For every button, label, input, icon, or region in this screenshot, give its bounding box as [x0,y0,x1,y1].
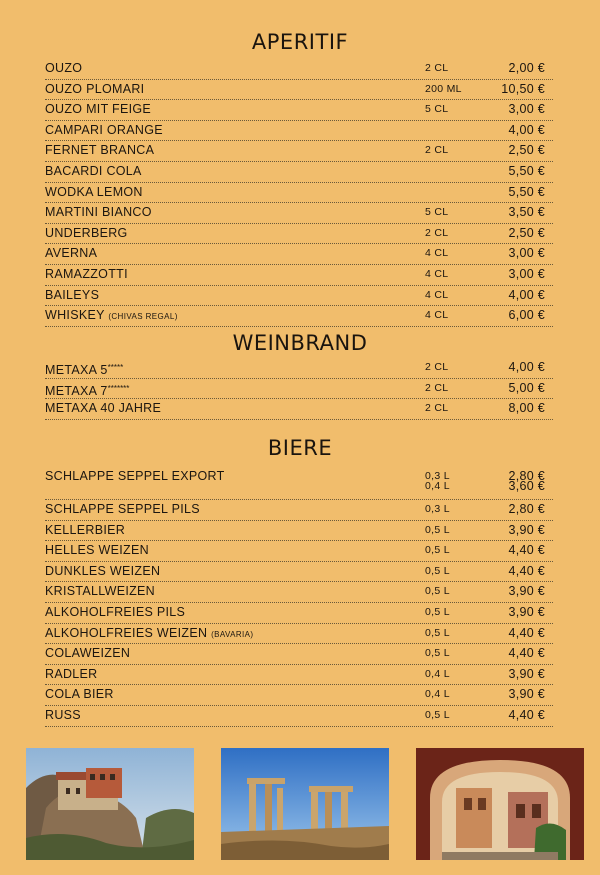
item-name [45,80,144,99]
item-name-text: SCHLAPPE SEPPEL PILS [45,502,200,516]
biere-list [45,467,553,727]
section-title-weinbrand: WEINBRAND [232,331,368,355]
item-size: 0,4 L [425,667,450,680]
item-note: (CHIVAS REGAL) [108,312,178,322]
menu-item [45,500,553,521]
menu-item [45,358,553,379]
item-price: 3,00 € [508,102,545,117]
menu-item [45,306,553,327]
item-price: 4,40 € [508,543,545,558]
photo-monastery [26,748,194,860]
item-size: 0,5 L [425,647,450,660]
item-price: 3,90 € [508,687,545,702]
item-name-text: METAXA 5 [45,363,108,377]
item-name [45,100,151,119]
menu-item [45,562,553,583]
item-name-text: METAXA 7 [45,383,108,398]
item-name-text: DUNKLES WEIZEN [45,563,161,578]
item-name-text: KELLERBIER [45,522,126,537]
item-name [45,521,125,540]
item-name [45,379,129,401]
menu-item [45,624,553,645]
item-price: 3,90 € [508,604,545,619]
menu-item [45,521,553,542]
item-price: 4,00 € [508,360,545,374]
item-name-text: RADLER [45,666,98,681]
menu-item [45,183,553,204]
item-size: 0,5 L [425,585,450,598]
menu-item [45,644,553,665]
item-price-2: 3,60 € [508,479,545,493]
item-name [45,358,123,380]
item-price: 3,90 € [508,584,545,599]
item-size-2: 0,4 L [425,480,450,492]
photo-columns [221,748,389,860]
menu-item [45,100,553,121]
item-price: 10,50 € [501,81,545,96]
photo-archway [416,748,584,860]
item-size: 200 ML [425,82,462,95]
item-size: 2 CL [425,226,449,239]
menu-item [45,162,553,183]
item-name-text: ALKOHOLFREIES PILS [45,604,186,619]
item-name-text: COLA BIER [45,687,114,702]
item-name [45,244,97,263]
item-price: 3,90 € [508,666,545,681]
menu-item [45,224,553,245]
item-name [45,562,160,581]
item-note: (BAVARIA) [211,629,254,639]
item-name [45,121,163,140]
menu-item [45,379,553,400]
item-size: 0,5 L [425,523,450,536]
archway-illustration [416,748,584,860]
item-name-text: OUZO PLOMARI [45,81,145,96]
item-size: 0,4 L [425,688,450,701]
item-name [45,59,82,78]
item-size: 4 CL [425,288,449,301]
item-size: 0,5 L [425,626,450,639]
item-name-text: BACARDI COLA [45,163,142,178]
menu-item [45,541,553,562]
item-name [45,582,155,601]
item-name [45,162,142,181]
menu-item [45,59,553,80]
columns-illustration [221,748,389,860]
item-name [45,183,143,202]
item-stars: ***** [107,363,124,372]
item-price: 6,00 € [508,308,545,323]
monastery-illustration [26,748,194,860]
menu-item [45,706,553,727]
item-price: 3,50 € [508,205,545,220]
item-size: 4 CL [425,247,449,260]
item-name [45,203,152,222]
item-size: 5 CL [425,206,449,219]
item-price: 2,50 € [508,143,545,158]
item-size: 2 CL [425,381,449,394]
item-size: 4 CL [425,309,449,322]
item-name-text: FERNET BRANCA [45,143,155,158]
item-size: 2 CL [425,402,449,415]
item-name-text: SCHLAPPE SEPPEL EXPORT [45,469,225,483]
item-price: 4,40 € [508,563,545,578]
item-name-text: WHISKEY [45,308,105,323]
item-price: 4,40 € [508,625,545,640]
item-name-text: METAXA 40 JAHRE [45,401,162,416]
item-price: 5,00 € [508,380,545,395]
item-name [45,399,161,418]
item-size: 5 CL [425,103,449,116]
item-price: 4,40 € [508,707,545,722]
menu-item [45,582,553,603]
item-size: 4 CL [425,267,449,280]
item-size: 0,5 L [425,605,450,618]
item-price: 5,50 € [508,163,545,178]
item-price: 2,00 € [508,61,545,75]
item-size: 2 CL [425,361,449,373]
menu-item [45,203,553,224]
item-size: 0,5 L [425,544,450,557]
item-name [45,306,178,326]
menu-item [45,80,553,101]
item-name [45,706,81,725]
item-price: 2,80 € [508,502,545,516]
item-name-text: ALKOHOLFREIES WEIZEN [45,625,208,640]
menu-item [45,141,553,162]
item-name [45,500,200,519]
item-size: 0,5 L [425,708,450,721]
item-name [45,286,99,305]
item-name-text: HELLES WEIZEN [45,543,149,558]
item-name-text: BAILEYS [45,287,100,302]
item-name [45,224,128,243]
item-size: 0,3 L [425,470,450,482]
item-price: 4,00 € [508,287,545,302]
section-title-biere: BIERE [267,436,333,460]
menu-item [45,265,553,286]
item-size: 0,5 L [425,564,450,577]
item-name-text: UNDERBERG [45,225,128,240]
item-name-text: KRISTALLWEIZEN [45,584,156,599]
item-name-text: COLAWEIZEN [45,646,131,661]
item-name [45,624,253,644]
item-name [45,467,225,486]
item-price: 4,40 € [508,646,545,661]
item-price: 3,00 € [508,246,545,261]
item-price: 3,90 € [508,522,545,537]
item-name [45,541,149,560]
item-name-text: CAMPARI ORANGE [45,122,163,137]
item-price: 4,00 € [508,122,545,137]
menu-item [45,244,553,265]
menu-item [45,467,553,500]
photo-strip [26,748,584,860]
item-size: 0,3 L [425,503,450,515]
item-price: 8,00 € [508,401,545,416]
item-stars: ******* [107,383,130,393]
aperitif-list [45,59,553,327]
item-name-text: OUZO [45,61,83,75]
menu-item [45,121,553,142]
item-name [45,603,185,622]
menu-item [45,665,553,686]
item-name-text: RUSS [45,707,81,722]
item-price: 2,50 € [508,225,545,240]
section-title-aperitif: APERITIF [251,30,349,54]
item-price: 5,50 € [508,184,545,199]
item-name [45,265,128,284]
item-size: 2 CL [425,62,449,74]
menu-item [45,603,553,624]
item-name-text: RAMAZZOTTI [45,266,128,281]
menu-item [45,399,553,420]
item-name-text: WODKA LEMON [45,184,143,199]
item-name [45,665,98,684]
item-name [45,141,154,160]
item-name-text: AVERNA [45,246,98,261]
item-price: 3,00 € [508,266,545,281]
item-name [45,685,114,704]
item-name [45,644,130,663]
menu-item [45,286,553,307]
item-name-text: MARTINI BIANCO [45,205,152,220]
weinbrand-list [45,358,553,420]
menu-item [45,685,553,706]
item-name-text: OUZO MIT FEIGE [45,102,152,117]
item-size: 2 CL [425,144,449,157]
item-price: 2,80 € [508,469,545,483]
